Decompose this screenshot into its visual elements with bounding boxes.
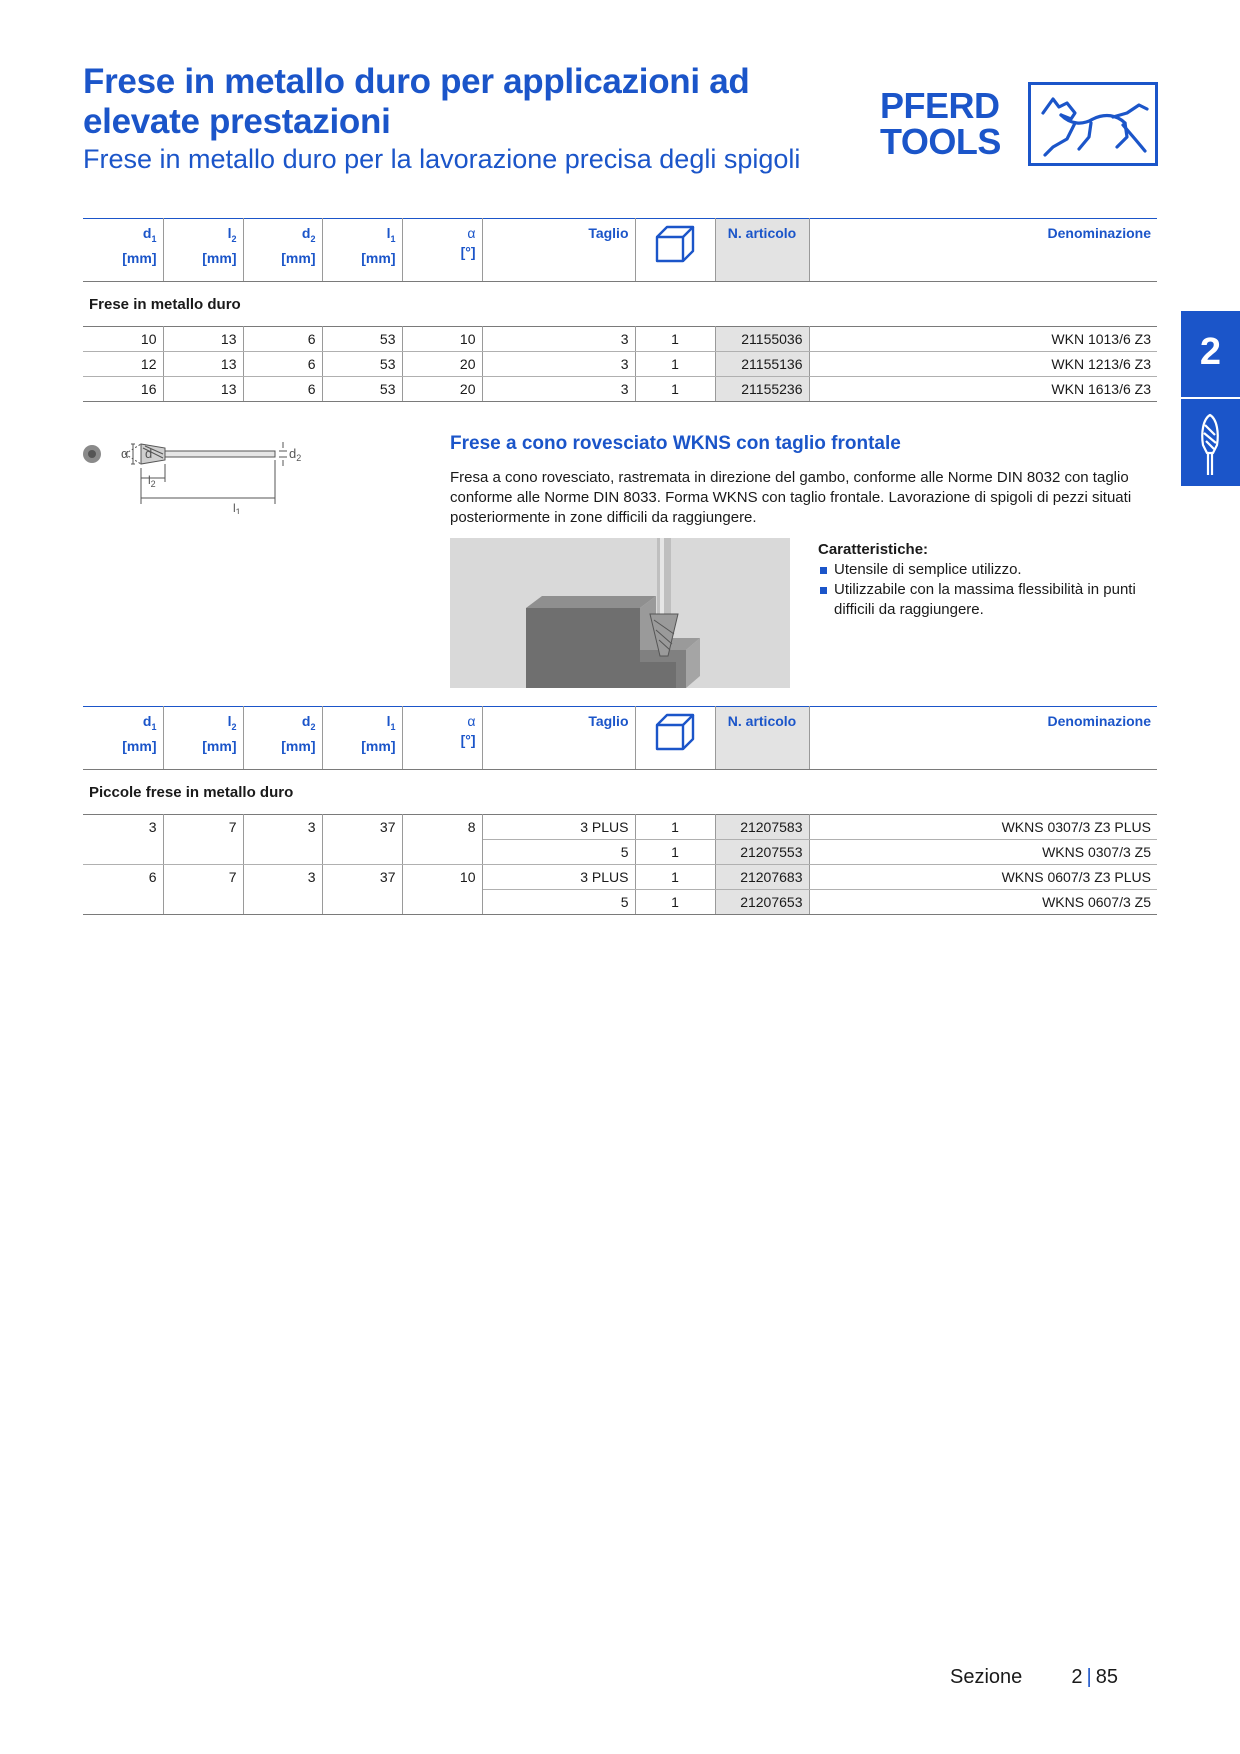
package-box-icon [653,711,697,753]
col-d2: $d_2$ [mm] [243,219,322,282]
cell-article[interactable]: 21155236 [715,377,809,402]
cell-name: WKN 1613/6 Z3 [809,377,1157,402]
cell-alpha: 10 [402,865,482,890]
footer-section: 2 [1071,1666,1083,1688]
col-alpha: α [°] [402,707,482,770]
cell-name: WKNS 0607/3 Z5 [809,890,1157,915]
col-d2: $d_2$ [mm] [243,707,322,770]
col-d1: $d_1$ [mm] [83,707,163,770]
cell-d1: 3 [83,815,163,840]
cell-d1: 12 [83,352,163,377]
drawing-l1-label: $l_1$ [233,501,241,514]
table-row [83,377,1157,402]
table-row [83,865,1157,890]
page-subtitle: Frese in metallo duro per la lavorazione precisa degli spigoli [83,144,801,174]
cell-d1: 6 [83,865,163,890]
section-tab[interactable] [1181,311,1240,486]
cell-l2 [163,840,243,865]
cell-d2: 6 [243,352,322,377]
drawing-l2-label: $l_2$ [148,473,156,489]
cell-taglio: 3 [482,327,635,352]
col-article: N. articolo [715,707,809,770]
cell-l1: 53 [322,352,402,377]
cell-pack: 1 [635,327,715,352]
cell-pack: 1 [635,840,715,865]
col-l2: $l_2$ [mm] [163,219,243,282]
product-photo [450,538,790,688]
cell-d2 [243,890,322,915]
cell-d2: 6 [243,327,322,352]
group-label: Piccole frese in metallo duro [89,784,294,801]
cell-d2: 6 [243,377,322,402]
cell-alpha: 10 [402,327,482,352]
cell-name: WKNS 0307/3 Z5 [809,840,1157,865]
table-row [83,890,1157,915]
burr-tool-icon [1195,411,1225,477]
feature-item: Utensile di semplice utilizzo. [818,560,1158,580]
cell-name: WKNS 0607/3 Z3 PLUS [809,865,1157,890]
table-row [83,327,1157,352]
col-pack [635,219,715,282]
package-box-icon [653,223,697,265]
cell-l2: 13 [163,377,243,402]
table-row [83,840,1157,865]
cell-taglio: 5 [482,890,635,915]
cell-l1 [322,890,402,915]
cell-name: WKN 1213/6 Z3 [809,352,1157,377]
cell-l1: 53 [322,377,402,402]
cell-l2: 7 [163,865,243,890]
section-title: Frese a cono rovesciato WKNS con taglio frontale [450,433,901,454]
cell-taglio: 3 [482,352,635,377]
horse-logo-icon [1028,82,1158,166]
cell-l2: 13 [163,327,243,352]
logo-line2: TOOLS [880,121,1001,162]
feature-item: Utilizzabile con la massima flessibilità in punti difficili da raggiungere. [818,580,1158,620]
logo-line1: PFERD [880,85,1000,126]
col-d1: $d_1$ [mm] [83,219,163,282]
cell-article[interactable]: 21207553 [715,840,809,865]
cell-article[interactable]: 21207683 [715,865,809,890]
page-footer [950,1666,1118,1689]
cell-taglio: 5 [482,840,635,865]
cell-taglio: 3 [482,377,635,402]
cell-article[interactable]: 21155136 [715,352,809,377]
drawing-d2-label: $d_2$ [289,446,302,463]
cell-d1: 10 [83,327,163,352]
cell-taglio: 3 PLUS [482,865,635,890]
col-l2: $l_2$ [mm] [163,707,243,770]
cell-article[interactable]: 21155036 [715,327,809,352]
table-header-row [83,219,1157,282]
page-title: Frese in metallo duro per applicazioni ad elevate prestazioni [83,62,750,141]
footer-separator: | [1086,1666,1092,1688]
drawing-alpha-label: α [121,446,129,461]
table-row [83,352,1157,377]
cell-d1 [83,890,163,915]
features-title: Caratteristiche: [818,541,929,558]
cell-l2: 13 [163,352,243,377]
cell-d2 [243,840,322,865]
cell-d2: 3 [243,865,322,890]
cell-alpha [402,840,482,865]
cell-alpha: 8 [402,815,482,840]
cell-d1: 16 [83,377,163,402]
section-description: Fresa a cono rovesciato, rastremata in direzione del gambo, conforme alle Norme DIN 8032 con taglio conforme alle Norme DIN 8033. Forma WKNS con taglio frontale. Lavorazione di spigoli di pezzi situati posteriormente in zone difficili da raggiungere. [450,469,1132,526]
cell-l2: 7 [163,815,243,840]
cell-alpha: 20 [402,352,482,377]
table-row [83,815,1157,840]
col-l1: $l_1$ [mm] [322,219,402,282]
drawing-d-label: d [145,446,153,461]
col-taglio: Taglio [482,707,635,770]
tool-technical-drawing [83,434,353,514]
footer-label: Sezione [950,1666,1023,1688]
spec-table-wkn [83,218,1157,402]
col-article: N. articolo [715,219,809,282]
cell-l2 [163,890,243,915]
col-name: Denominazione [809,707,1157,770]
col-pack [635,707,715,770]
cell-pack: 1 [635,352,715,377]
table-header-row [83,707,1157,770]
cell-l1: 37 [322,865,402,890]
pferd-logo [880,82,1160,166]
section-tab-number: 2 [1199,331,1222,373]
cell-taglio: 3 PLUS [482,815,635,840]
cell-alpha: 20 [402,377,482,402]
col-alpha: α [°] [402,219,482,282]
col-taglio: Taglio [482,219,635,282]
features-list [818,540,1158,620]
cell-alpha [402,890,482,915]
page-number: 85 [1095,1666,1118,1688]
cell-d1 [83,840,163,865]
col-name: Denominazione [809,219,1157,282]
cell-pack: 1 [635,865,715,890]
logo-text [880,85,1001,162]
cell-l1: 37 [322,815,402,840]
cell-article[interactable]: 21207583 [715,815,809,840]
cell-article[interactable]: 21207653 [715,890,809,915]
spec-table-wkns [83,706,1157,915]
group-label: Frese in metallo duro [89,296,241,313]
cell-name: WKN 1013/6 Z3 [809,327,1157,352]
cell-l1 [322,840,402,865]
cell-pack: 1 [635,377,715,402]
cell-l1: 53 [322,327,402,352]
cell-name: WKNS 0307/3 Z3 PLUS [809,815,1157,840]
cell-pack: 1 [635,815,715,840]
section-tab-divider [1181,397,1240,399]
cell-d2: 3 [243,815,322,840]
col-l1: $l_1$ [mm] [322,707,402,770]
cell-pack: 1 [635,890,715,915]
